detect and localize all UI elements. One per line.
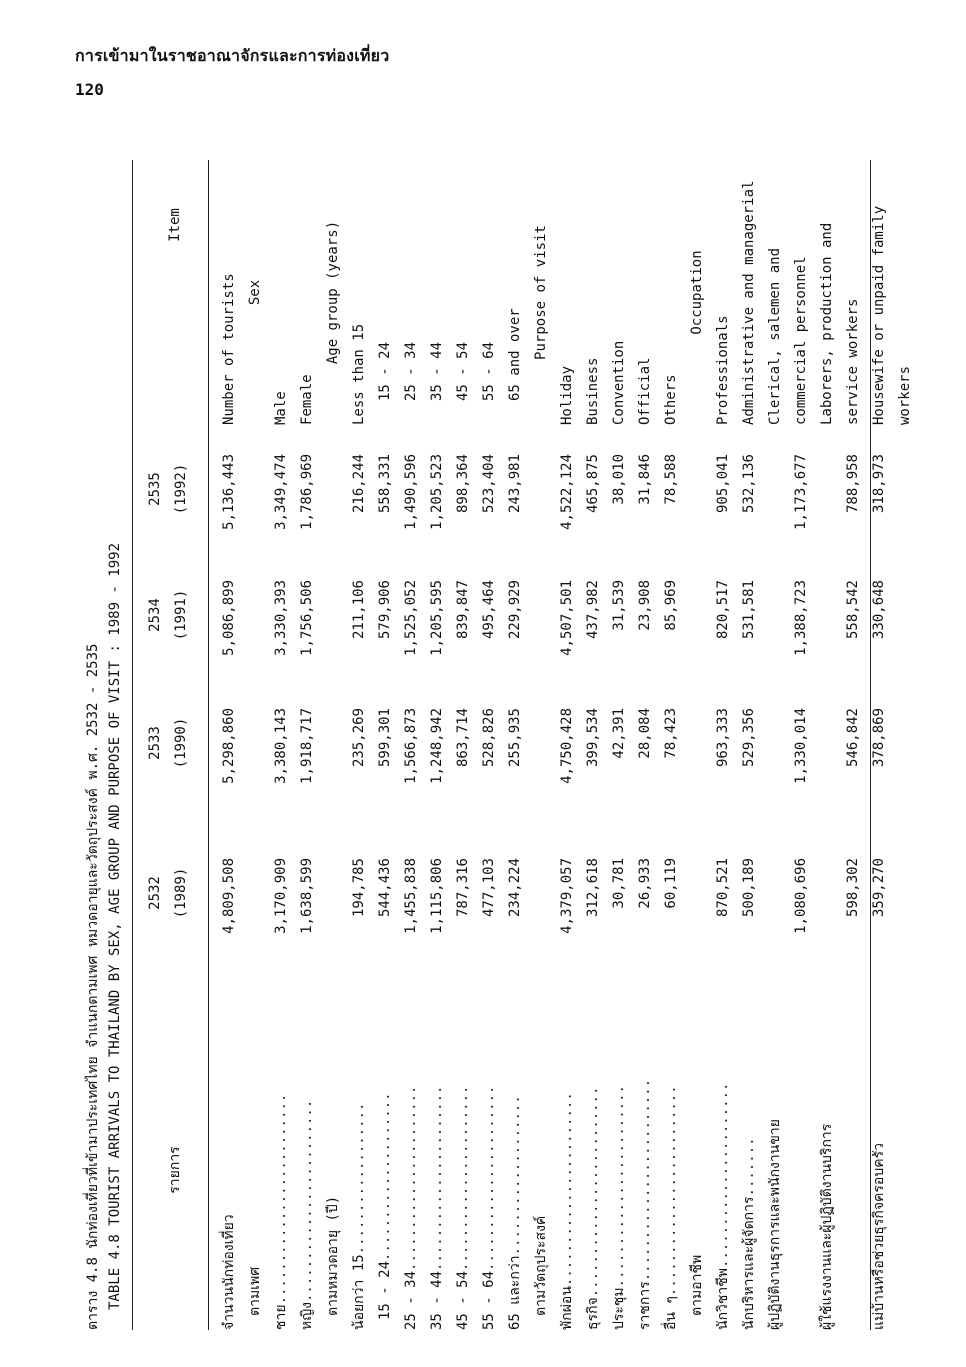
- table-row: นักวิชาชีพ...................... 870,521 963,333 820,517 905,041 Professionals: [715, 315, 731, 1330]
- table-row: ตามหมวดอายุ (ปี) Age group (years): [325, 220, 341, 1316]
- header-year-1: 2532 (1989): [147, 867, 189, 919]
- header-year-3: 2534 (1991): [147, 589, 189, 641]
- table-row: ตามวัตถุประสงค์ Purpose of visit: [533, 225, 549, 1316]
- table-row: 65 และกว่า................... 234,224 255,935 229,929 243,981 65 and over: [507, 308, 523, 1330]
- rotated-table: [80, 160, 913, 1330]
- table-title-english: TABLE 4.8 TOURIST ARRIVALS TO THAILAND BY SEX, AGE GROUP AND PURPOSE OF VISIT : 1989 - 1992: [107, 542, 123, 1310]
- table-row: นักบริหารและผู้จัดการ....... 500,189 529,356 531,581 532,136 Administrative and managerial: [741, 180, 757, 1330]
- table-row: 15 - 24.................... 544,436 599,301 579,906 558,331 15 - 24: [377, 341, 393, 1320]
- page-number: 120: [75, 80, 104, 99]
- table-row: 45 - 54...................... 787,316 863,714 839,847 898,364 45 - 54: [455, 341, 471, 1330]
- header-year-2: 2533 (1990): [147, 717, 189, 769]
- running-header: การเข้ามาในราชอาณาจักรและการท่องเที่ยว: [75, 46, 390, 65]
- table-row: แม่บ้านหรือช่วยธุรกิจครอบครัว 359,270 378,869 330,648 318,973 Housewife or unpaid family workers: [871, 205, 913, 1330]
- table-title-thai: ตาราง 4.8 นักท่องเที่ยวที่เข้ามาประเทศไทย จำแนกตามเพศ หมวดอายุและวัตถุประสงค์ พ.ศ. 2532 - 2535: [85, 643, 101, 1330]
- table-row: ตามเพศ Sex: [247, 279, 263, 1316]
- table-row: 35 - 44...................... 1,115,806 1,248,942 1,205,595 1,205,523 35 - 44: [429, 341, 445, 1330]
- table-row: ธุรกิจ......................... 312,618 399,534 437,982 465,875 Business: [585, 357, 601, 1330]
- header-thai-item: รายการ: [167, 1146, 183, 1194]
- table-row: ตามอาชีพ Occupation: [689, 250, 705, 1316]
- table-body: [216, 160, 913, 1330]
- table-row: ราชการ........................ 26,933 28,084 23,908 31,846 Official: [637, 357, 653, 1330]
- table-row: 25 - 34...................... 1,455,838 1,566,873 1,525,052 1,490,596 25 - 34: [403, 341, 419, 1330]
- table-row: ผู้ปฏิบัติงานธุรการและพนักงานขาย 1,080,696 1,330,014 1,388,723 1,173,677 Clerical, salemen and commercial personnel: [767, 247, 809, 1330]
- table-row: ผู้ใช้แรงงานและผู้ปฏิบัติงานบริการ 598,302 546,842 558,542 788,958 Laborers, production and service workers: [819, 222, 861, 1330]
- header-en-item: Item: [167, 208, 183, 242]
- table-row: น้อยกว่า 15.................. 194,785 235,269 211,106 216,244 Less than 15: [351, 323, 367, 1330]
- table-row: จำนวนนักท่องเที่ยว 4,809,508 5,298,860 5,086,899 5,136,443 Number of tourists: [221, 273, 237, 1330]
- header-rule: [208, 160, 209, 1330]
- table-row: พักผ่อน....................... 4,379,057 4,750,428 4,507,501 4,522,124 Holiday: [559, 365, 575, 1330]
- table-row: ประชุม........................ 30,781 42,391 31,539 38,010 Convention: [611, 340, 627, 1330]
- table-row: อื่น ๆ......................... 60,119 78,423 85,969 78,588 Others: [663, 374, 679, 1330]
- top-rule: [132, 160, 133, 1330]
- table-row: ชาย......................... 3,170,909 3,380,143 3,330,393 3,349,474 Male: [273, 391, 289, 1330]
- bottom-rule: [870, 160, 871, 1330]
- table-row: หญิง........................ 1,638,599 1,918,717 1,756,506 1,786,969 Female: [299, 374, 315, 1330]
- header-year-4: 2535 (1992): [147, 463, 189, 515]
- table-row: 55 - 64...................... 477,103 528,826 495,464 523,404 55 - 64: [481, 341, 497, 1330]
